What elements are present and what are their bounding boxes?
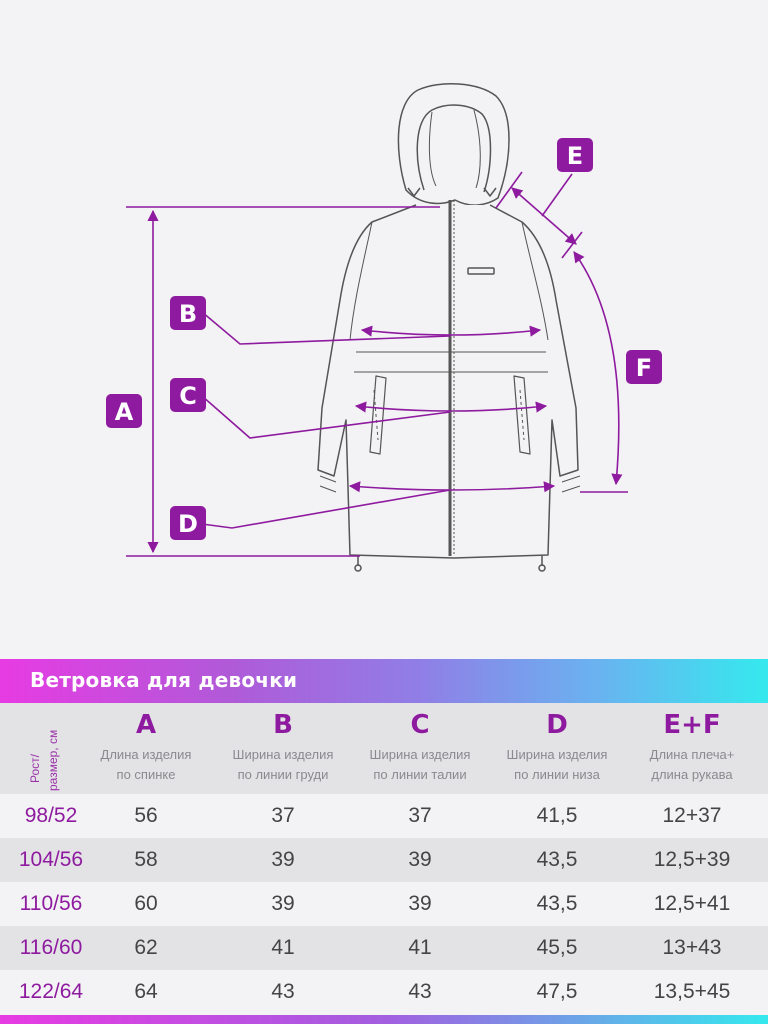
value-cell-c: 37 [408, 804, 432, 827]
tick-e-end [562, 232, 582, 258]
badge-d [170, 506, 206, 540]
size-header-line1: Рост/ [28, 754, 42, 783]
badge-c [170, 378, 206, 412]
value-cell-a: 56 [134, 804, 158, 827]
column-letter: A [135, 710, 157, 740]
value-cell-c: 39 [408, 892, 432, 915]
value-cell-b: 37 [271, 804, 295, 827]
column-letter: B [273, 710, 293, 740]
column-desc-line1: Ширина изделия [506, 747, 608, 762]
jacket-outline [318, 84, 580, 571]
size-cell: 104/56 [18, 848, 84, 871]
value-cell-a: 60 [134, 892, 158, 915]
value-cell-ef: 12+37 [662, 804, 722, 827]
svg-text:C: C [179, 382, 197, 410]
table-row [0, 970, 768, 1014]
value-cell-d: 47,5 [536, 980, 578, 1003]
column-desc-line1: Длина плеча+ [649, 747, 735, 762]
column-letter: D [546, 710, 568, 740]
value-cell-b: 39 [271, 848, 295, 871]
value-cell-b: 39 [271, 892, 295, 915]
column-desc-line2: по линии талии [373, 767, 467, 782]
badge-b [170, 296, 206, 330]
column-desc-line1: Длина изделия [100, 747, 192, 762]
svg-text:E: E [566, 142, 584, 170]
table-row [0, 882, 768, 926]
value-cell-a: 58 [134, 848, 158, 871]
badge-f [626, 350, 662, 384]
value-cell-d: 41,5 [536, 804, 578, 827]
size-cell: 110/56 [19, 892, 83, 915]
column-desc-line2: по спинке [116, 767, 176, 782]
svg-text:A: A [114, 398, 134, 426]
bottom-gradient-bar [0, 1015, 768, 1024]
value-cell-d: 45,5 [536, 936, 578, 959]
value-cell-c: 41 [408, 936, 432, 959]
value-cell-d: 43,5 [536, 848, 578, 871]
line-f [574, 252, 619, 484]
size-cell: 116/60 [19, 936, 83, 959]
badge-e [557, 138, 593, 172]
column-letter: E+F [663, 710, 721, 740]
column-header-b [213, 703, 353, 794]
column-desc-line1: Ширина изделия [232, 747, 334, 762]
size-header [6, 711, 86, 791]
table-title-bar [0, 659, 768, 703]
table-header-row [0, 703, 768, 794]
value-cell-ef: 12,5+39 [653, 848, 731, 871]
column-header-c [350, 703, 490, 794]
size-cell: 98/52 [24, 804, 78, 827]
svg-text:B: B [178, 300, 198, 328]
column-desc-line2: по линии груди [237, 767, 329, 782]
column-header-d [487, 703, 627, 794]
table-row [0, 838, 768, 882]
column-header-a [76, 703, 216, 794]
table-row [0, 794, 768, 838]
column-desc-line1: Ширина изделия [369, 747, 471, 762]
value-cell-a: 64 [134, 980, 158, 1003]
value-cell-c: 39 [408, 848, 432, 871]
value-cell-d: 43,5 [536, 892, 578, 915]
value-cell-ef: 13,5+45 [653, 980, 731, 1003]
size-header-line2: размер, см [46, 729, 60, 791]
column-letter: C [410, 710, 430, 740]
svg-text:F: F [635, 354, 653, 382]
value-cell-b: 41 [271, 936, 295, 959]
value-cell-a: 62 [134, 936, 158, 959]
table-row [0, 926, 768, 970]
value-cell-ef: 13+43 [662, 936, 722, 959]
value-cell-ef: 12,5+41 [653, 892, 731, 915]
column-header-ef [622, 703, 762, 794]
value-cell-b: 43 [271, 980, 295, 1003]
svg-text:D: D [178, 510, 198, 538]
size-cell: 122/64 [18, 980, 84, 1003]
leader-e [542, 174, 572, 216]
column-desc-line2: длина рукава [651, 767, 733, 782]
column-desc-line2: по линии низа [514, 767, 600, 782]
badge-a [106, 394, 142, 428]
value-cell-c: 43 [408, 980, 432, 1003]
table-title: Ветровка для девочки [30, 668, 298, 692]
size-table [0, 703, 768, 1015]
